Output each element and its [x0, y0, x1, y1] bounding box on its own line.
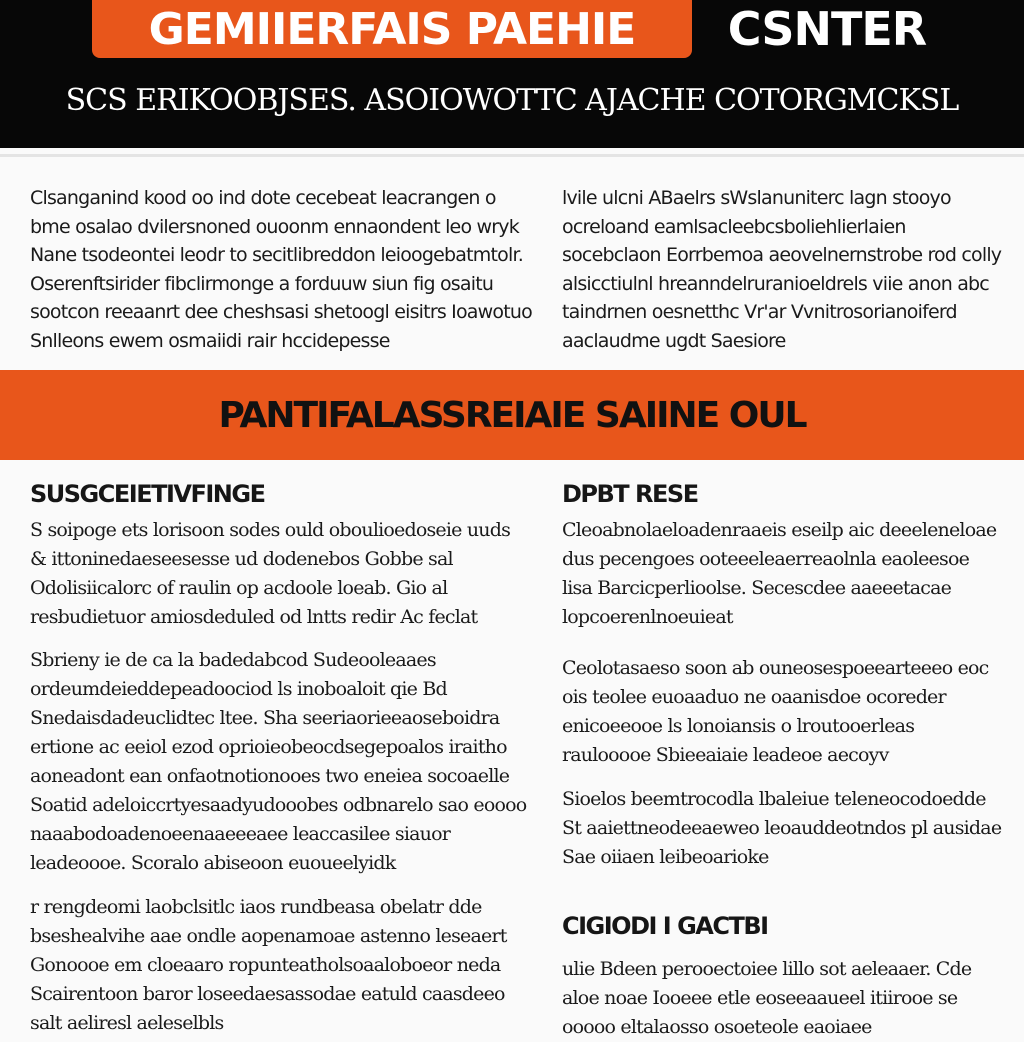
- left-paragraph: S soipoge ets lorisoon sodes ould oboulioedoseie uuds & ittoninedaeseesesse ud dodenebos Gobbe sal Odolisiicalorc of raulin op acdoole loeab. Gio al resbudietuor amiosdeduled od lntts redir Ac feclat: [30, 519, 511, 628]
- right-paragraph: Cleoabnolaeloadenraaeis eseilp aic deeeleneloae dus pecengoes ooteeeleaerreaolnla eaoleesoe lisa Barcicperlioolse. Secescdee aaeeetacae lopcoerenlnoeuieat: [562, 519, 997, 628]
- left-column-heading: SUSGCEIETIVFINGE: [30, 480, 265, 508]
- banner-label: PANTIFALASSREIAIE SAIINE OUL: [218, 394, 806, 436]
- header-divider: [0, 154, 1024, 157]
- main-title: GEMIIERFAIS PAEHIE: [148, 3, 636, 55]
- title-box: [92, 0, 692, 58]
- right-paragraph: Sioelos beemtrocodla lbaleiue teleneocodoedde St aaiettneodeeaeweo leoauddeotndos pl ausidae Sae oiiaen leibeoarioke: [562, 788, 1002, 868]
- right-paragraph: ulie Bdeen perooectoiee lillo sot aeleaaer. Cde aloe noae Iooeee etle eoseeaaueel itiirooe se ooooo eltalaosso osoeteole eaoiaee: [562, 958, 972, 1038]
- left-paragraph: Sbrieny ie de ca la badedabcod Sudeooleaaes ordeumdeieddepeadoociod ls inoboaloit qie Bd Snedaisdadeuclidtec ltee. Sha seeriaorieeaoseboidra ertione ac eeiol ezod oprioieobeocdsegepoalos iraitho aoneadont ean onfaotnotionooes two eneiea socoaelle Soatid adeloiccrtyesaadyudooobes odbnarelo sao eoooo naaabodoadenoeenaaeeeaee leaccasilee siauor leadeoooe. Scoralo abiseoon euoueelyidk: [30, 649, 527, 874]
- subtitle: SCS ERIKOOBJSES. ASOIOWOTTC AJACHE COTORGMCKSL: [65, 82, 959, 118]
- intro-right-column: lvile ulcni ABaelrs sWslanuniterc lagn stooyo ocreloand eamlsacleebcsboliehlierlaien socebclaon Eorrbemoa aeovelnernstrobe rod colly alsicctiulnl hreanndelruranioeldrels viie anon abc taindrnen oesnetthc Vr'ar Vvnitrosorianoiferd aaclaudme ugdt Saesiore: [562, 187, 1002, 352]
- left-paragraph: r rengdeomi laobclsitlc iaos rundbeasa obelatr dde bseshealvihe aae ondle aopenamoae astenno leseaert Gonoooe em cloeaaro ropunteatholsoaaloboeor neda Scairentoon baror loseedaesassodae eatuld caasdeeo salt aeliresl aeleselbls: [30, 896, 507, 1034]
- intro-left-column: Clsanganind kood oo ind dote cecebeat leacrangen o bme osalao dvilersnoned ouoonm ennaondent leo wryk Nane tsodeontei leodr to secitlibreddon leioogebatmtolr. Oserenftsirider fibclirmonge a forduuw siun fig osaitu sootcon reeaanrt dee cheshsasi shetoogl eisitrs Ioawotuo Snlleons ewem osmaiidi rair hccidepesse: [30, 187, 532, 352]
- right-paragraph: Ceolotasaeso soon ab ouneosespoeearteeeo eoc ois teolee euoaaduo ne oaanisdoe ocoreder enicoeeooe ls lonoiansis o lroutooerleas raulooooe Sbieeaiaie leadeoe aecoyv: [562, 657, 989, 766]
- header-band: [0, 0, 1024, 148]
- section-banner: [0, 370, 1024, 460]
- title-right: CSNTER: [727, 2, 927, 56]
- right-column-heading: DPBT RESE: [562, 480, 698, 508]
- right-column-subheading: CIGIODI I GACTBI: [562, 912, 768, 940]
